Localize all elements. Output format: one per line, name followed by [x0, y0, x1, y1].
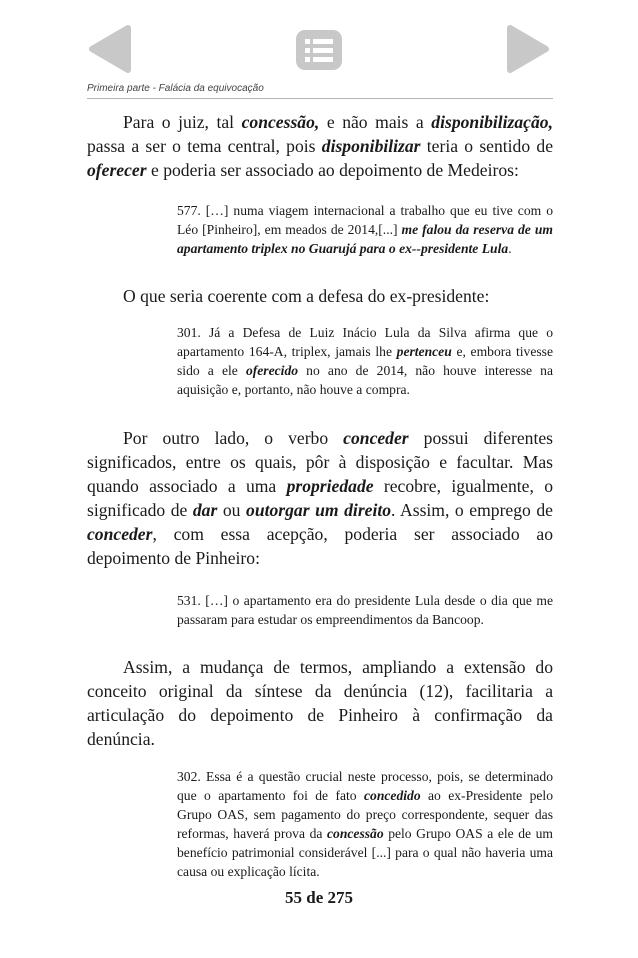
list-menu-icon	[296, 30, 342, 70]
paragraph: Assim, a mudança de termos, ampliando a extensão do conceito original da síntese da denúncia (12), facilitaria a articulação do depoimento de Pinheiro à confirmação da denúncia.	[87, 657, 553, 749]
page-number: 55 de 275	[285, 888, 353, 907]
block-quote: 301. Já a Defesa de Luiz Inácio Lula da Silva afirma que o apartamento 164-A, triplex, jamais lhe pertenceu e, embora tivesse sido a ele oferecido no ano de 2014, não houve interesse na aquisição e, portanto, não houve a compra.	[177, 325, 554, 397]
previous-page-button[interactable]	[86, 24, 132, 78]
arrow-right-icon	[506, 24, 552, 74]
paragraph: Por outro lado, o verbo conceder possui diferentes significados, entre os quais, pôr à disposição e facultar. Mas quando associado a uma propriedade recobre, igualmente, o significado de dar ou outorgar um direito. Assim, o emprego de conceder, com essa acepção, poderia ser associado ao depoimento de Pinheiro:	[87, 428, 553, 568]
block-quote: 577. […] numa viagem internacional a trabalho que eu tive com o Léo [Pinheiro], em meados de 2014,[...] me falou da reserva de um apartamento triplex no Guarujá para o ex--presidente Lula.	[177, 203, 553, 256]
block-quote: 531. […] o apartamento era do presidente Lula desde o dia que me passaram para estudar os empreendimentos da Bancoop.	[177, 593, 553, 627]
running-head: Primeira parte - Falácia da equivocação	[87, 83, 553, 99]
paragraph: Para o juiz, tal concessão, e não mais a disponibilização, passa a ser o tema central, pois disponibilizar teria o sentido de oferecer e poderia ser associado ao depoimento de Medeiros:	[87, 112, 554, 180]
navigation-bar	[0, 0, 638, 82]
block-quote: 302. Essa é a questão crucial neste processo, pois, se determinado que o apartamento foi de fato concedido ao ex-Presidente pelo Grupo OAS, sem pagamento do preço correspondente, sequer das reformas, haverá prova da concessão pelo Grupo OAS a ele de um benefício patrimonial considerável [...] para o qual não haveria uma causa ou explicação lícita.	[177, 769, 553, 879]
table-of-contents-button[interactable]	[296, 30, 342, 74]
paragraph: O que seria coerente com a defesa do ex-presidente:	[123, 286, 490, 306]
next-page-button[interactable]	[506, 24, 552, 78]
page-content	[87, 110, 553, 881]
arrow-left-icon	[86, 24, 132, 74]
